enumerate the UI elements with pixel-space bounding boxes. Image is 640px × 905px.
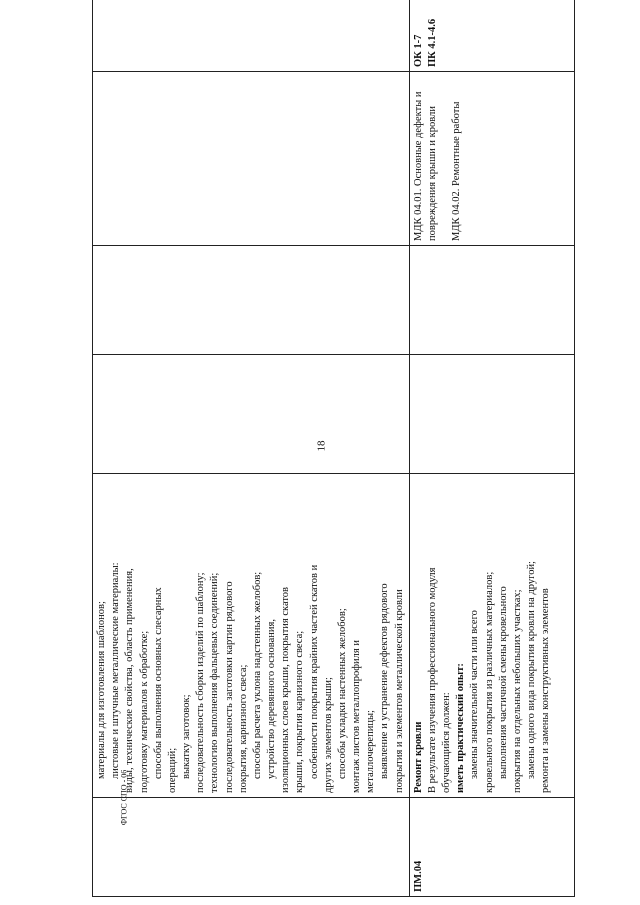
content-line: монтаж листов металлопрофиля и xyxy=(351,640,363,793)
content-line: выявление и устранение дефектов рядового xyxy=(379,583,391,779)
content-cell xyxy=(93,474,410,798)
content-line: покрытия, карнизного свеса; xyxy=(237,664,249,793)
mdk-cell xyxy=(93,72,410,246)
content-line: иметь практический опыт: xyxy=(455,663,467,793)
content-line: замены значительной части или всего xyxy=(469,610,481,779)
hours-cell xyxy=(93,246,410,355)
content-line: последовательность сборки изделий по шаблону; xyxy=(195,572,207,793)
rotated-page xyxy=(92,18,572,897)
content-line: покрытия на отдельных небольших участках; xyxy=(511,589,523,793)
hours-cell xyxy=(409,246,574,355)
program-table xyxy=(92,0,575,897)
content-line: материалы для изготовления шаблонов; xyxy=(96,601,107,779)
competencies-cell xyxy=(93,0,410,72)
content-line: выкатку заготовок; xyxy=(181,694,193,779)
mdk-item: МДК 04.01. Основные дефекты и повреждения крыши и кровли xyxy=(412,91,438,241)
mdk-cell xyxy=(409,72,574,246)
mdk-item: МДК 04.02. Ремонтные работы xyxy=(451,101,463,241)
page-number: 18 xyxy=(315,440,328,452)
content-line: изоляционных слоев крыши, покрытия скатов xyxy=(280,586,292,793)
code-cell xyxy=(93,798,410,897)
content-line: технологию выполнения фальцевых соединений; xyxy=(209,572,221,793)
content-line: подготовку материалов к обработке; xyxy=(138,630,150,793)
hours-cell xyxy=(409,355,574,474)
content-line: покрытия и элементов металлической кровли xyxy=(393,589,405,793)
content-line: обучающийся должен: xyxy=(441,692,453,793)
content-line: замены одного вида покрытия кровли на другой; xyxy=(526,561,538,779)
content-line: ремонта и замены конструктивных элементов xyxy=(540,588,552,793)
competency-item: ОК 1-7 xyxy=(412,34,424,67)
content-cell xyxy=(409,474,574,798)
content-line: виды, технические свойства, область применения, xyxy=(124,568,136,793)
content-line: устройство деревянного основания, xyxy=(266,619,278,779)
content-line: кровельного покрытия из различных материалов; xyxy=(483,571,495,793)
content-line: способы укладки настенных желобов; xyxy=(336,608,348,779)
content-line: способы расчета уклона надстенных желобов; xyxy=(251,571,263,779)
content-line: металлочерепицы; xyxy=(365,710,377,793)
content-line: операций; xyxy=(166,747,178,793)
content-line: крыши, покрытия карнизного свеса; xyxy=(294,630,306,793)
table-row xyxy=(409,0,574,897)
hours-cell xyxy=(93,355,410,474)
competencies-cell xyxy=(409,0,574,72)
content-line: последовательность заготовки картин рядового xyxy=(223,581,235,793)
content-line: листовые и штучные металлические материалы: xyxy=(110,562,122,779)
module-title: Ремонт кровли xyxy=(412,721,424,793)
code-cell: ПМ.04 xyxy=(409,798,574,897)
content-line: выполнения частичной смены кровельного xyxy=(497,586,509,779)
table-row xyxy=(93,0,410,897)
content-line: других элементов крыши; xyxy=(322,677,334,793)
footer-code: ФГОС СПО - 06 xyxy=(119,769,129,826)
content-line: особенности покрытия крайних частей скатов и xyxy=(308,564,320,779)
content-line: способы выполнения основных слесарных xyxy=(152,587,164,779)
content-line: В результате изучения профессионального модуля xyxy=(426,567,438,793)
competency-item: ПК 4.1-4.6 xyxy=(426,18,438,67)
